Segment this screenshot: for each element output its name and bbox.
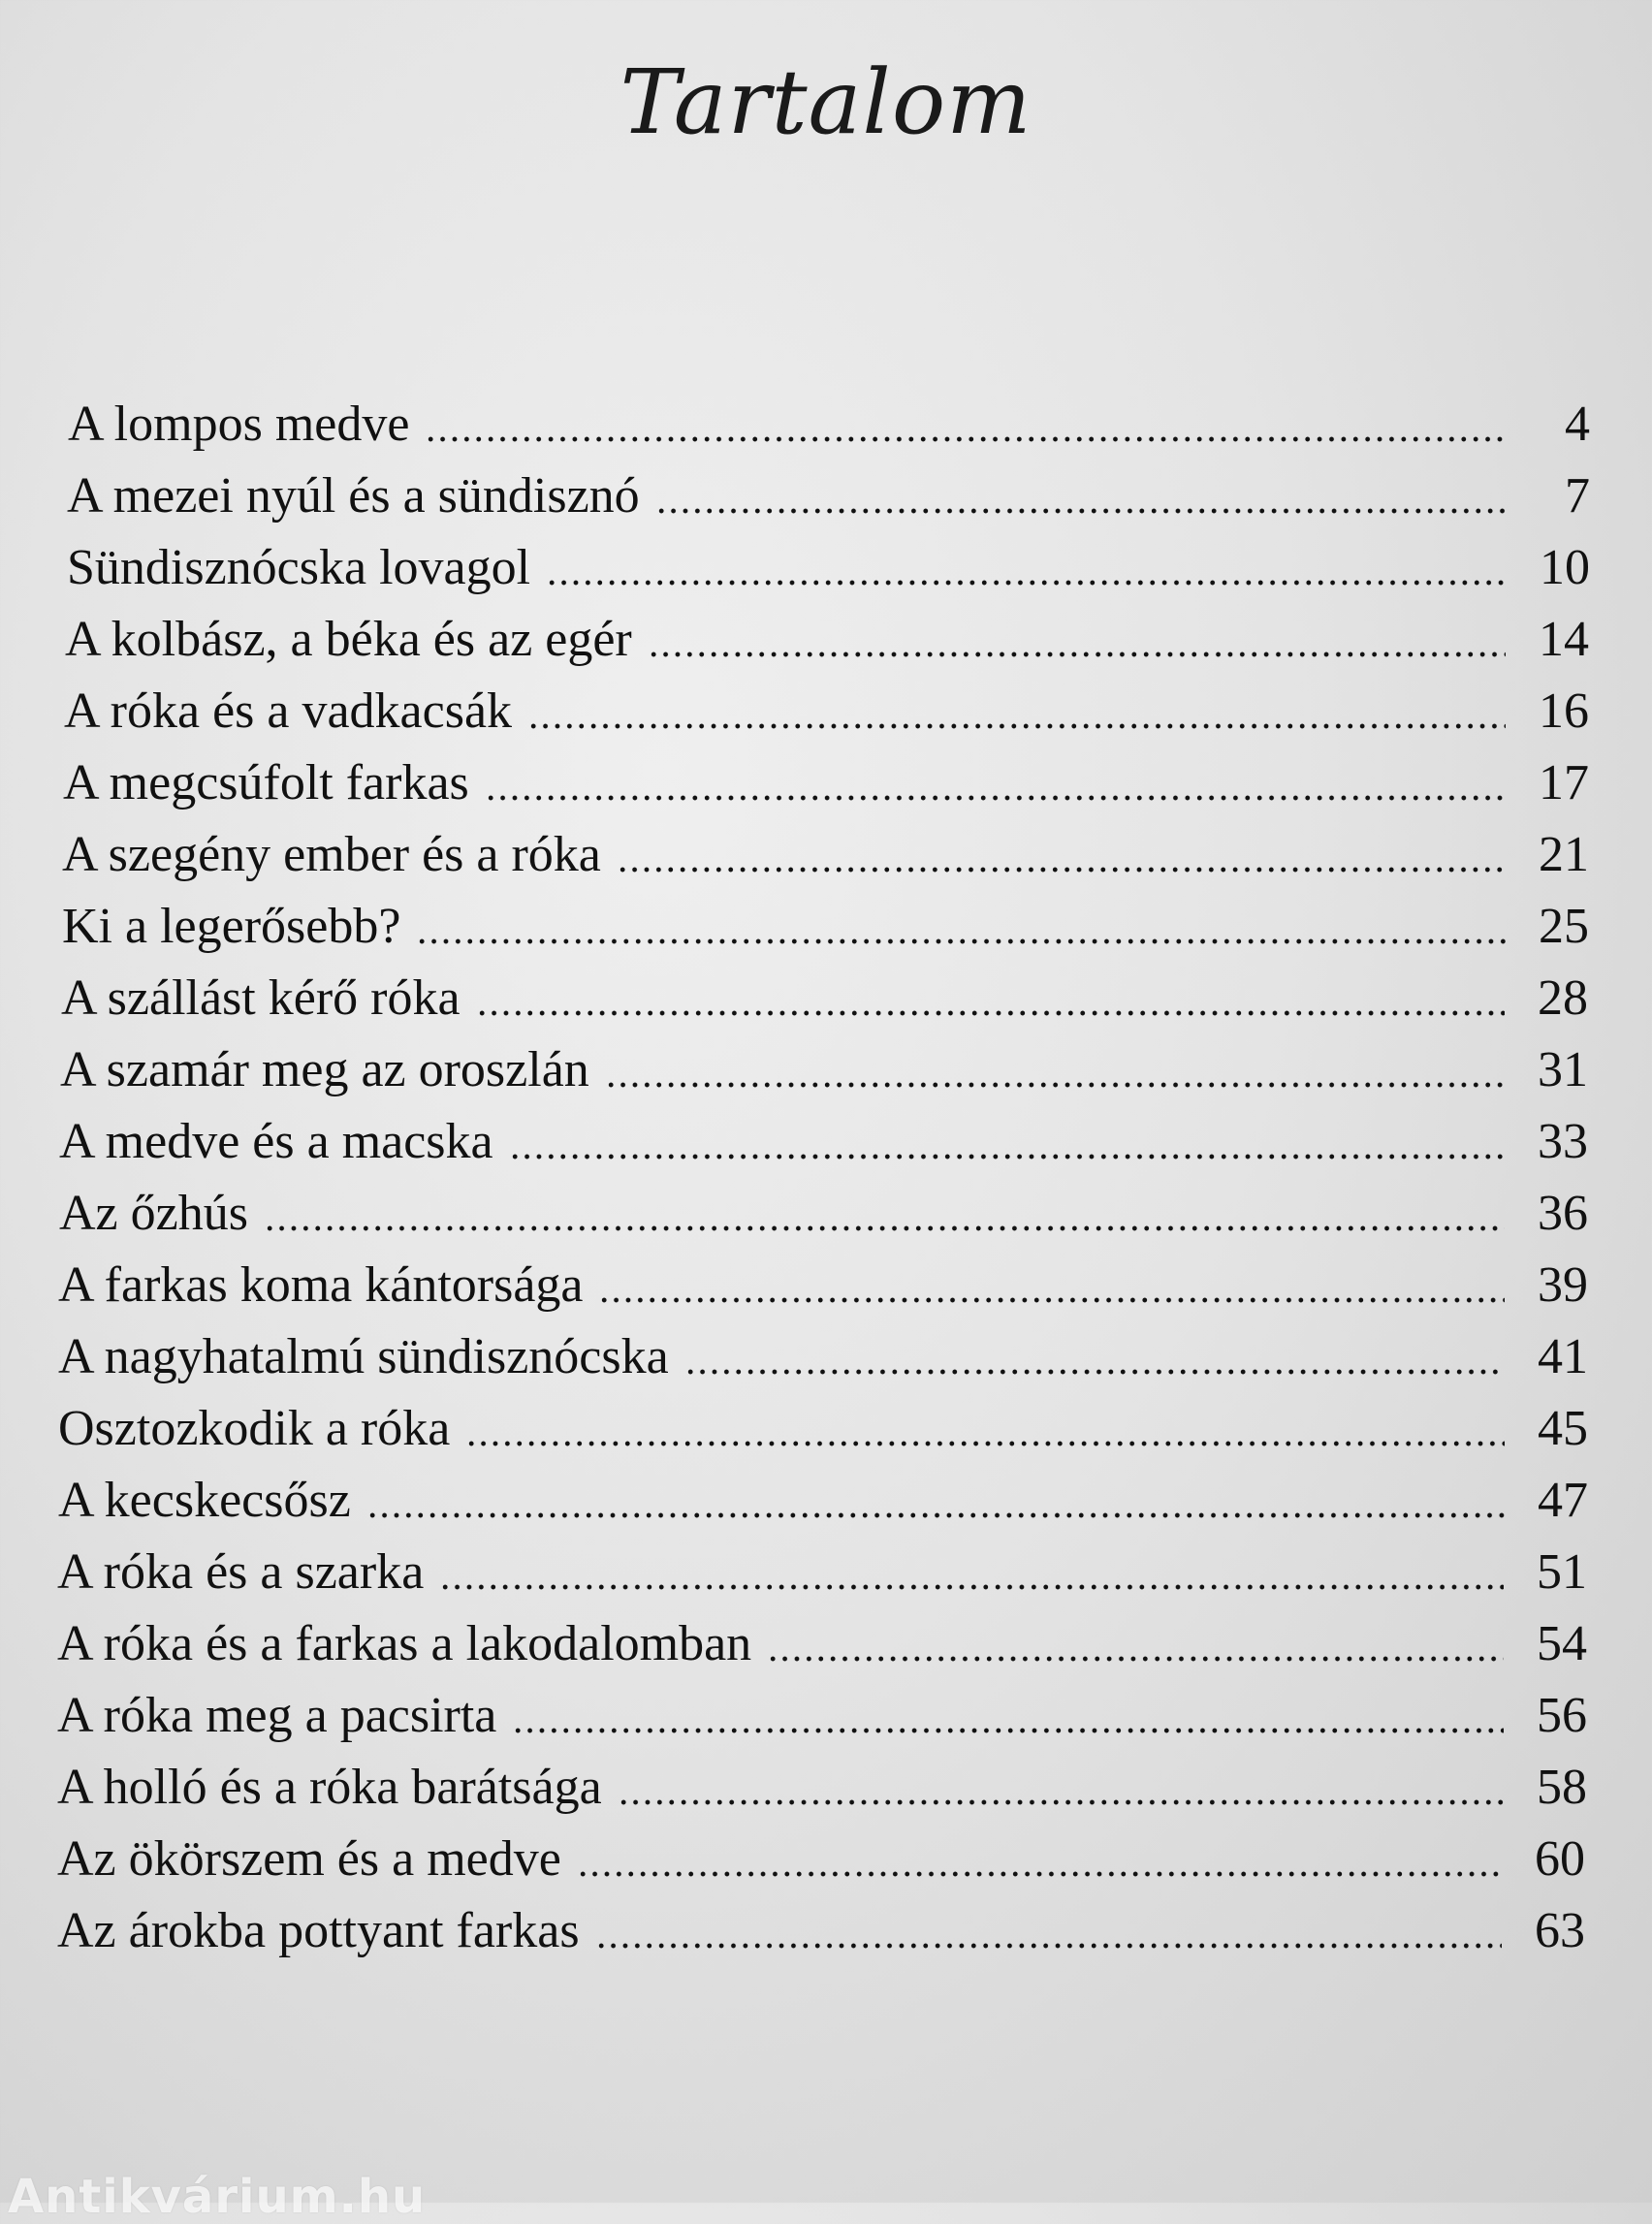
toc-entry-title: Az őzhús bbox=[59, 1186, 248, 1241]
toc-entry bbox=[60, 1024, 1588, 1096]
toc-entry-title: A szamár meg az oroszlán bbox=[60, 1042, 589, 1097]
toc-entry bbox=[61, 952, 1588, 1024]
toc-entry-page: 7 bbox=[1565, 468, 1590, 524]
toc-entry-page: 10 bbox=[1540, 540, 1590, 595]
toc-entry bbox=[68, 378, 1590, 450]
toc-entry-title: A kecskecsősz bbox=[58, 1473, 351, 1528]
toc-entry-title: Az ökörszem és a medve bbox=[57, 1831, 561, 1887]
dot-leader bbox=[577, 1869, 1502, 1879]
dot-leader bbox=[476, 1008, 1505, 1018]
dot-leader bbox=[465, 1439, 1505, 1448]
toc-entry-title: A holló és a róka barátsága bbox=[57, 1760, 602, 1815]
dot-leader bbox=[767, 1654, 1504, 1664]
toc-entry-title: Az árokba pottyant farkas bbox=[57, 1903, 580, 1958]
toc-entry-page: 39 bbox=[1538, 1257, 1588, 1313]
toc-entry-title: A róka meg a pacsirta bbox=[57, 1688, 497, 1743]
toc-entry-page: 28 bbox=[1538, 970, 1588, 1026]
toc-entry-page: 36 bbox=[1538, 1186, 1588, 1241]
toc-entry bbox=[57, 1526, 1587, 1598]
dot-leader bbox=[655, 506, 1507, 516]
dot-leader bbox=[366, 1510, 1505, 1520]
toc-entry-page: 54 bbox=[1537, 1616, 1587, 1671]
toc-entry bbox=[57, 1885, 1585, 1956]
toc-entry-page: 31 bbox=[1538, 1042, 1588, 1097]
toc-entry bbox=[58, 1239, 1588, 1311]
toc-entry-title: A róka és a farkas a lakodalomban bbox=[57, 1616, 752, 1671]
toc-entry bbox=[58, 1382, 1588, 1454]
toc-entry bbox=[65, 593, 1589, 665]
dot-leader bbox=[598, 1295, 1505, 1305]
toc-entry-title: Ki a legerősebb? bbox=[62, 899, 401, 954]
toc-entry-page: 56 bbox=[1537, 1688, 1587, 1743]
dot-leader bbox=[439, 1582, 1504, 1592]
toc-entry-title: A megcsúfolt farkas bbox=[63, 755, 469, 810]
toc-entry bbox=[62, 880, 1589, 952]
toc-entry-page: 45 bbox=[1538, 1401, 1588, 1456]
toc-entry-title: A mezei nyúl és a sündisznó bbox=[67, 468, 640, 524]
dot-leader bbox=[485, 793, 1506, 803]
dot-leader bbox=[605, 1080, 1505, 1090]
dot-leader bbox=[618, 1797, 1504, 1807]
dot-leader bbox=[617, 865, 1506, 874]
toc-entry-page: 63 bbox=[1535, 1903, 1585, 1958]
dot-leader bbox=[264, 1223, 1505, 1233]
page-title: Tartalom bbox=[620, 50, 1032, 154]
toc-entry-title: A szegény ember és a róka bbox=[62, 827, 601, 882]
toc-entry-page: 60 bbox=[1535, 1831, 1585, 1887]
dot-leader bbox=[684, 1367, 1505, 1377]
toc-entry bbox=[67, 522, 1590, 593]
toc-entry-title: A lompos medve bbox=[68, 397, 410, 452]
toc-entry-page: 47 bbox=[1538, 1473, 1588, 1528]
dot-leader bbox=[527, 721, 1506, 731]
toc-entry bbox=[62, 809, 1589, 880]
toc-entry-page: 33 bbox=[1538, 1114, 1588, 1169]
dot-leader bbox=[546, 578, 1507, 588]
toc-entry-title: A farkas koma kántorsága bbox=[58, 1257, 584, 1313]
toc-entry bbox=[64, 665, 1589, 737]
toc-entry-page: 41 bbox=[1538, 1329, 1588, 1384]
toc-entry bbox=[57, 1598, 1587, 1669]
toc-entry bbox=[59, 1096, 1588, 1167]
toc-entry bbox=[58, 1311, 1588, 1382]
toc-entry-title: A nagyhatalmú sündisznócska bbox=[58, 1329, 669, 1384]
dot-leader bbox=[509, 1152, 1505, 1161]
toc-entry-title: Sündisznócska lovagol bbox=[67, 540, 531, 595]
toc-entry-title: A medve és a macska bbox=[59, 1114, 493, 1169]
toc-entry bbox=[59, 1167, 1588, 1239]
dot-leader bbox=[595, 1941, 1502, 1951]
toc-entry-title: A róka és a vadkacsák bbox=[64, 683, 513, 739]
toc-entry-title: A kolbász, a béka és az egér bbox=[65, 612, 632, 667]
toc-entry-page: 17 bbox=[1539, 755, 1589, 810]
toc-entry-title: A szállást kérő róka bbox=[61, 970, 461, 1026]
toc-entry bbox=[57, 1741, 1587, 1813]
toc-entry bbox=[63, 737, 1589, 809]
toc-entry-title: Osztozkodik a róka bbox=[58, 1401, 451, 1456]
toc-entry bbox=[58, 1454, 1588, 1526]
toc-entry-page: 16 bbox=[1539, 683, 1589, 739]
dot-leader bbox=[416, 937, 1506, 946]
toc-entry-page: 21 bbox=[1539, 827, 1589, 882]
toc-entry-page: 51 bbox=[1537, 1544, 1587, 1600]
toc-entry-page: 14 bbox=[1539, 612, 1589, 667]
toc-entry-title: A róka és a szarka bbox=[57, 1544, 425, 1600]
toc-entry-page: 4 bbox=[1565, 397, 1590, 452]
toc-entry bbox=[67, 450, 1590, 522]
toc-entry-page: 58 bbox=[1537, 1760, 1587, 1815]
watermark: Antikvárium.hu bbox=[8, 2170, 427, 2224]
dot-leader bbox=[425, 434, 1507, 444]
toc-entry-page: 25 bbox=[1539, 899, 1589, 954]
toc-entry bbox=[57, 1813, 1585, 1885]
dot-leader bbox=[648, 650, 1506, 659]
dot-leader bbox=[512, 1726, 1504, 1735]
toc-entry bbox=[57, 1669, 1587, 1741]
